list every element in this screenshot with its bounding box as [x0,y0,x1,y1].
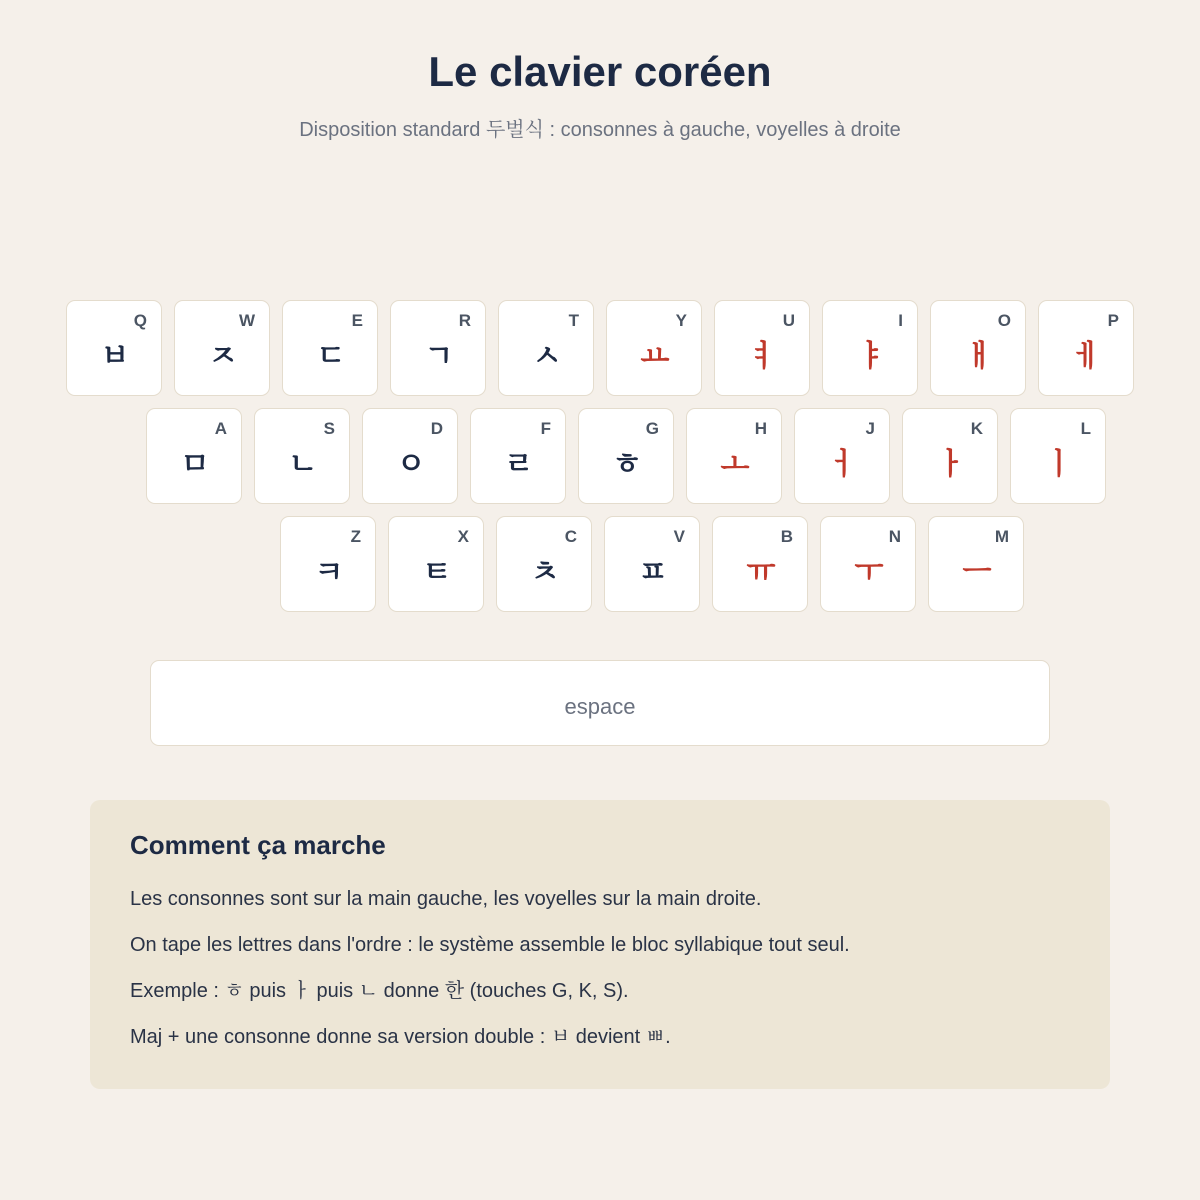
info-heading: Comment ça marche [130,830,386,860]
space-key-label: espace [564,694,636,719]
key-hangul-glyph: ㅈ [208,339,238,374]
info-line: Exemple : ㅎ puis ㅏ puis ㄴ donne 한 (touches G, K, S). [130,980,629,1002]
key-hangul-glyph: ㅓ [828,447,858,482]
key-j[interactable] [794,408,890,504]
key-latin-label: D [430,419,443,438]
key-hangul-glyph: ㅔ [1072,339,1102,374]
space-key[interactable] [150,660,1050,746]
key-k[interactable] [902,408,998,504]
key-f[interactable] [470,408,566,504]
key-s[interactable] [254,408,350,504]
key-y[interactable] [606,300,702,396]
key-latin-label: R [458,311,471,330]
key-e[interactable] [282,300,378,396]
key-latin-label: C [564,527,577,546]
key-o[interactable] [930,300,1026,396]
key-b[interactable] [712,516,808,612]
info-panel [90,800,1110,1089]
key-hangul-glyph: ㄷ [316,339,346,374]
key-hangul-glyph: ㅏ [936,447,966,482]
key-latin-label: Q [133,311,147,330]
key-n[interactable] [820,516,916,612]
key-z[interactable] [280,516,376,612]
key-latin-label: W [238,311,255,330]
key-c[interactable] [496,516,592,612]
key-hangul-glyph: ㅡ [962,555,992,590]
key-latin-label: M [994,527,1009,546]
key-t[interactable] [498,300,594,396]
key-latin-label: U [782,311,795,330]
key-latin-label: B [780,527,793,546]
key-hangul-glyph: ㅌ [422,555,452,590]
key-hangul-glyph: ㅂ [100,339,130,374]
key-latin-label: Z [350,527,361,546]
key-m[interactable] [928,516,1024,612]
key-latin-label: J [865,419,875,438]
key-latin-label: X [457,527,469,546]
key-d[interactable] [362,408,458,504]
key-latin-label: N [888,527,901,546]
key-latin-label: Y [675,311,687,330]
key-w[interactable] [174,300,270,396]
key-x[interactable] [388,516,484,612]
page-title: Le clavier coréen [428,48,772,95]
key-u[interactable] [714,300,810,396]
key-latin-label: A [214,419,227,438]
key-hangul-glyph: ㅣ [1044,447,1074,482]
key-latin-label: E [351,311,363,330]
key-latin-label: I [898,311,903,330]
key-hangul-glyph: ㅜ [854,555,884,590]
key-latin-label: V [673,527,685,546]
key-v[interactable] [604,516,700,612]
key-latin-label: P [1107,311,1119,330]
key-hangul-glyph: ㅕ [748,339,778,374]
key-latin-label: L [1080,419,1091,438]
key-l[interactable] [1010,408,1106,504]
key-latin-label: F [540,419,551,438]
key-latin-label: T [568,311,579,330]
key-i[interactable] [822,300,918,396]
key-hangul-glyph: ㄴ [288,447,318,482]
key-hangul-glyph: ㄱ [424,339,454,374]
key-latin-label: H [754,419,767,438]
key-latin-label: K [970,419,983,438]
key-hangul-glyph: ㅁ [180,447,210,482]
key-hangul-glyph: ㅐ [964,339,994,374]
key-a[interactable] [146,408,242,504]
key-latin-label: G [645,419,659,438]
key-hangul-glyph: ㅍ [638,555,668,590]
key-r[interactable] [390,300,486,396]
key-hangul-glyph: ㅎ [612,447,642,482]
key-q[interactable] [66,300,162,396]
key-latin-label: O [997,311,1011,330]
info-line: Les consonnes sont sur la main gauche, les voyelles sur la main droite. [130,888,762,910]
key-h[interactable] [686,408,782,504]
key-hangul-glyph: ㅠ [746,555,776,590]
info-line: Maj + une consonne donne sa version double : ㅂ devient ㅃ. [130,1026,671,1048]
key-hangul-glyph: ㅊ [530,555,560,590]
key-hangul-glyph: ㅑ [856,339,886,374]
key-p[interactable] [1038,300,1134,396]
key-hangul-glyph: ㅇ [396,447,426,482]
info-line: On tape les lettres dans l'ordre : le système assemble le bloc syllabique tout seul. [130,934,850,956]
key-hangul-glyph: ㅗ [720,447,750,482]
key-hangul-glyph: ㅅ [532,339,562,374]
page-subtitle: Disposition standard 두벌식 : consonnes à gauche, voyelles à droite [299,119,901,141]
key-hangul-glyph: ㄹ [504,447,534,482]
key-g[interactable] [578,408,674,504]
key-latin-label: S [323,419,335,438]
key-hangul-glyph: ㅋ [314,555,344,590]
key-hangul-glyph: ㅛ [640,339,670,374]
